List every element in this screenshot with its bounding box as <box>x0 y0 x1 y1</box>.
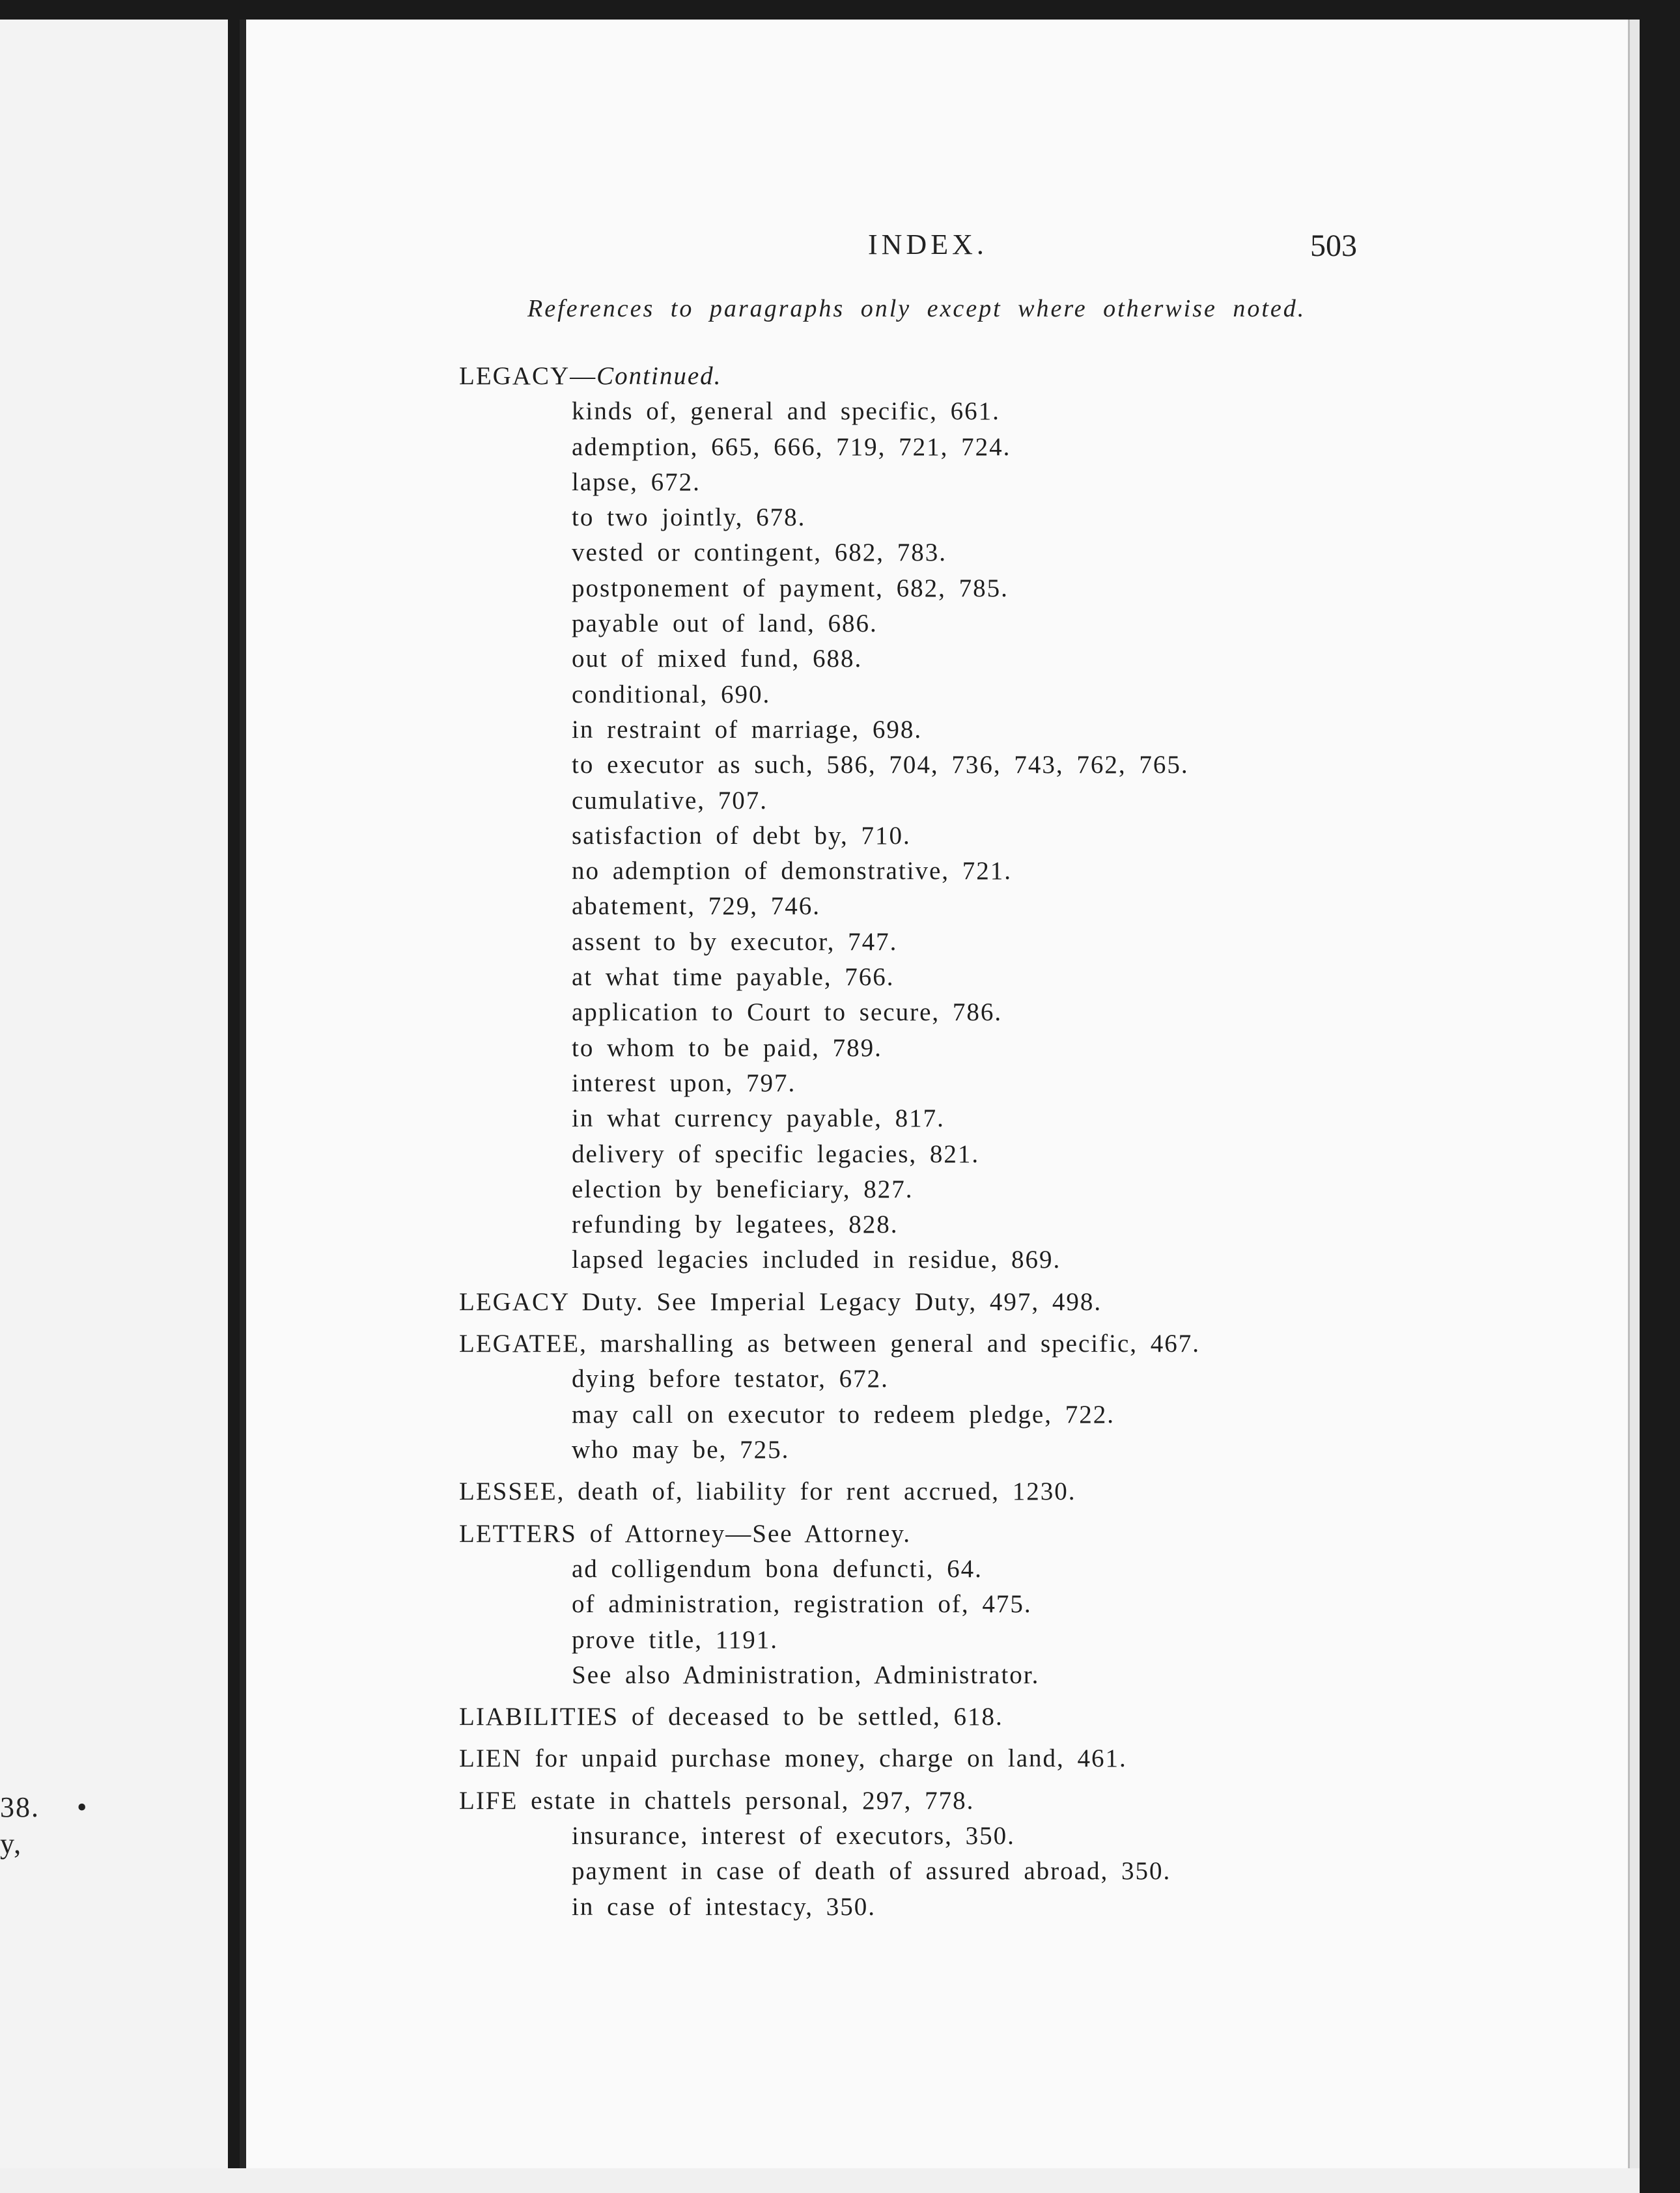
index-subentry: who may be, 725. <box>572 1436 790 1464</box>
index-subentry: refunding by legatees, 828. <box>572 1210 899 1238</box>
heading-term: LIABILITIES <box>459 1703 619 1731</box>
heading-term: LEGACY <box>459 1288 569 1316</box>
index-subentry: cumulative, 707. <box>572 787 768 815</box>
index-subentry: election by beneficiary, 827. <box>572 1175 914 1203</box>
heading-term: LEGATEE <box>459 1330 580 1358</box>
index-subentry: payment in case of death of assured abroad, 350. <box>572 1857 1171 1885</box>
heading-text: , death of, liability for rent accrued, 1230. <box>557 1477 1076 1505</box>
index-heading <box>459 1331 1200 1356</box>
index-subentry: out of mixed fund, 688. <box>572 645 863 673</box>
reference-note: References to paragraphs only except where otherwise noted. <box>527 295 1306 322</box>
previous-page <box>0 20 228 2168</box>
index-subentry: no ademption of demonstrative, 721. <box>572 857 1013 885</box>
previous-page-fragment: 38. <box>0 1791 40 1823</box>
running-header-title: INDEX. <box>868 229 988 260</box>
index-subentry: insurance, interest of executors, 350. <box>572 1822 1015 1850</box>
index-heading <box>459 1289 1102 1315</box>
heading-term: LESSEE <box>459 1477 557 1505</box>
index-subentry: kinds of, general and specific, 661. <box>572 397 1000 425</box>
index-subentry: interest upon, 797. <box>572 1069 796 1097</box>
index-subentry: dying before testator, 672. <box>572 1365 889 1393</box>
index-heading <box>459 1479 1076 1504</box>
index-subentry: of administration, registration of, 475. <box>572 1590 1032 1618</box>
index-subentry: in restraint of marriage, 698. <box>572 716 923 744</box>
page-edge <box>1628 20 1640 2168</box>
index-subentry: to two jointly, 678. <box>572 503 806 531</box>
index-subentry: satisfaction of debt by, 710. <box>572 822 911 850</box>
heading-text: — <box>570 362 597 390</box>
heading-term: LIFE <box>459 1787 518 1815</box>
scanner-bed <box>0 2168 1680 2193</box>
index-subentry: conditional, 690. <box>572 680 771 708</box>
heading-text: estate in chattels personal, 297, 778. <box>518 1787 975 1815</box>
index-subentry: payable out of land, 686. <box>572 609 878 637</box>
heading-term: LEGACY <box>459 362 570 390</box>
index-subentry: to executor as such, 586, 704, 736, 743, 762, 765. <box>572 751 1189 779</box>
index-subentry: may call on executor to redeem pledge, 722. <box>572 1401 1115 1429</box>
index-subentry: postponement of payment, 682, 785. <box>572 574 1009 602</box>
heading-text: of Attorney—See Attorney. <box>576 1520 912 1548</box>
previous-page-fragment: y, <box>0 1828 23 1860</box>
previous-page-fragment: • <box>77 1791 89 1823</box>
index-heading <box>459 1788 974 1813</box>
heading-text: of deceased to be settled, 618. <box>619 1703 1003 1731</box>
index-subentry: assent to by executor, 747. <box>572 928 898 956</box>
index-subentry: prove title, 1191. <box>572 1626 779 1654</box>
index-subentry: ad colligendum bona defuncti, 64. <box>572 1555 983 1583</box>
index-subentry: delivery of specific legacies, 821. <box>572 1140 980 1168</box>
index-subentry: abatement, 729, 746. <box>572 892 820 920</box>
continued-label: Continued. <box>596 362 722 390</box>
index-subentry: vested or contingent, 682, 783. <box>572 538 947 566</box>
index-heading <box>459 363 721 389</box>
index-heading <box>459 1521 911 1546</box>
index-subentry: application to Court to secure, 786. <box>572 998 1003 1026</box>
heading-text: , marshalling as between general and specific, 467. <box>580 1330 1200 1358</box>
index-heading <box>459 1746 1127 1771</box>
index-subentry: lapse, 672. <box>572 468 701 496</box>
heading-term: LETTERS <box>459 1520 577 1548</box>
index-subentry: See also Administration, Administrator. <box>572 1661 1040 1689</box>
heading-text: Duty. See Imperial Legacy Duty, 497, 498. <box>568 1288 1102 1316</box>
index-heading <box>459 1704 1003 1729</box>
index-subentry: at what time payable, 766. <box>572 963 895 991</box>
page-number: 503 <box>1310 229 1357 263</box>
heading-term: LIEN <box>459 1744 522 1772</box>
index-subentry: in case of intestacy, 350. <box>572 1893 876 1921</box>
index-subentry: ademption, 665, 666, 719, 721, 724. <box>572 433 1011 461</box>
index-subentry: to whom to be paid, 789. <box>572 1034 882 1062</box>
heading-text: for unpaid purchase money, charge on land, 461. <box>522 1744 1127 1772</box>
index-subentry: in what currency payable, 817. <box>572 1104 945 1132</box>
index-subentry: lapsed legacies included in residue, 869. <box>572 1246 1061 1274</box>
scan-background <box>1640 0 1680 2193</box>
